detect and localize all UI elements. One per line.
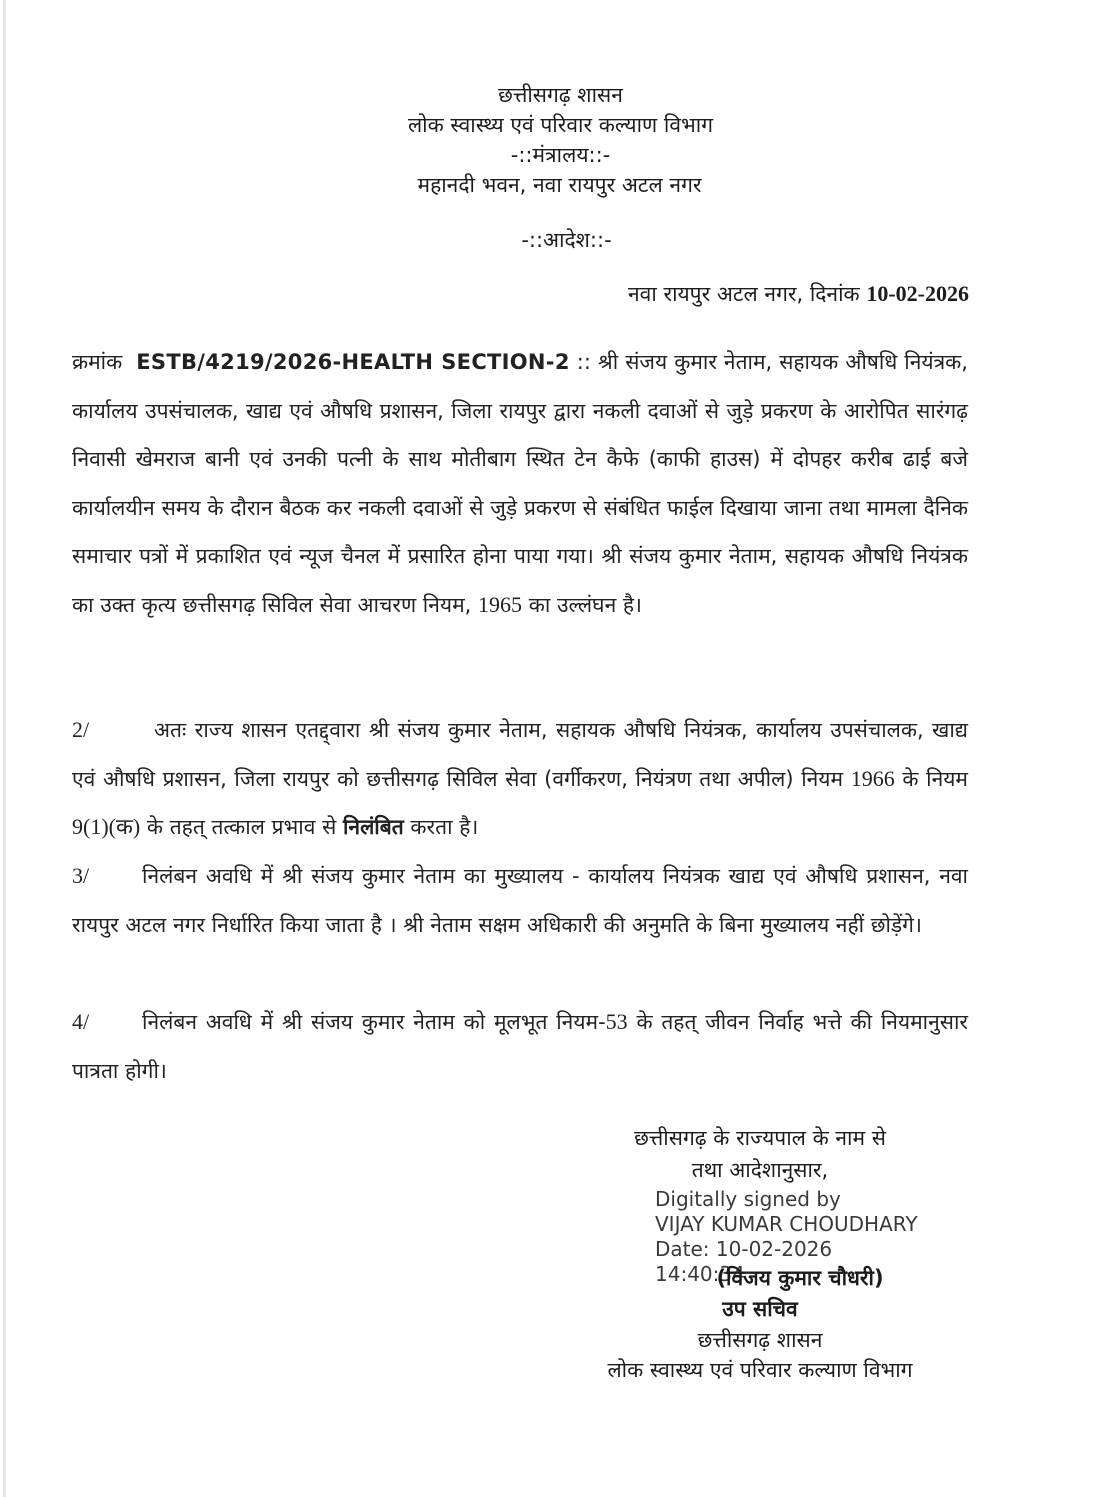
digital-signature-label: Digitally signed by (655, 1187, 841, 1211)
paragraph-3-number: 3/ (72, 863, 90, 888)
reference-prefix: क्रमांक (72, 350, 123, 374)
digital-signature-date: Date: 10-02-2026 (655, 1237, 833, 1261)
header-ministry: -::मंत्रालय::- (510, 143, 611, 167)
signer-department: लोक स्वास्थ्य एवं परिवार कल्याण विभाग (607, 1358, 913, 1382)
signer-name: (विजय कुमार चौधरी) (716, 1266, 884, 1290)
fundamental-rule-number: 53 (605, 1009, 628, 1034)
header-address: महानदी भवन, नवा रायपुर अटल नगर (417, 173, 702, 197)
conduct-rules-year: 1965 (478, 591, 523, 617)
suspension-emphasis: निलंबित (342, 815, 404, 839)
paragraph-4 (72, 998, 968, 1095)
digital-signature-time: 14:40:34 (655, 1262, 745, 1286)
paragraph-4-text-b: के तहत् जीवन निर्वाह भत्ते की नियमानुसार पात्रता होगी। (72, 1010, 968, 1083)
cca-rules-year: 1966 (850, 765, 895, 791)
dateline (628, 280, 969, 308)
paragraph-1 (72, 338, 968, 629)
paragraph-4-number: 4/ (72, 1009, 90, 1034)
signer-designation: उप सचिव (722, 1297, 798, 1321)
reference-number: ESTB/4219/2026-HEALTH SECTION-2 (136, 350, 570, 374)
paragraph-3 (72, 852, 968, 949)
paragraph-2-text-d: करता है। (410, 815, 479, 839)
paragraph-2 (72, 706, 968, 852)
dateline-place: नवा रायपुर अटल नगर, दिनांक (628, 282, 860, 306)
paragraph-2-text-b: के नियम (902, 766, 968, 791)
header-department: लोक स्वास्थ्य एवं परिवार कल्याण विभाग (407, 113, 714, 137)
paragraph-2-text-a: अतः राज्य शासन एतद्द्वारा श्री संजय कुमार नेताम, सहायक औषधि नियंत्रक, कार्यालय उपसंचालक, खाद्य एवं औषधि प्रशासन, जिला रायपुर को छत्तीसगढ़ सिविल सेवा (वर्गीकरण, नियंत्रण तथा अपील) नियम (72, 718, 968, 791)
rule-number: 9(1)(क) (72, 814, 141, 839)
page-edge-rule (3, 0, 6, 1497)
paragraph-1-text: :: श्री संजय कुमार नेताम, सहायक औषधि नियंत्रक, कार्यालय उपसंचालक, खाद्य एवं औषधि प्रशासन, जिला रायपुर द्वारा नकली दवाओं से जुड़े प्रकरण के आरोपित सारंगढ़ निवासी खेमराज बानी एवं उनकी पत्नी के साथ मोतीबाग स्थित टेन कैफे (काफी हाउस) में दोपहर करीब ढाई बजे कार्यालयीन समय के दौरान बैठक कर नकली दवाओं से जुड़े प्रकरण से संबंधित फाईल दिखाया जाना तथा मामला दैनिक समाचार पत्रों में प्रकाशित एवं न्यूज चैनल में प्रसारित होना पाया गया। श्री संजय कुमार नेताम, सहायक औषधि नियंत्रक का उक्त कृत्य छत्तीसगढ़ सिविल सेवा आचरण नियम, (72, 350, 968, 617)
digital-signature-name: VIJAY KUMAR CHOUDHARY (655, 1212, 918, 1236)
paragraph-2-text-c: के तहत् तत्काल प्रभाव से (146, 815, 337, 839)
paragraph-1-suffix: का उल्लंघन है। (528, 592, 643, 617)
paragraph-3-text: निलंबन अवधि में श्री संजय कुमार नेताम का मुख्यालय - कार्यालय नियंत्रक खाद्य एवं औषधि प्रशासन, नवा रायपुर अटल नगर निर्धारित किया जाता है । श्री नेताम सक्षम अधिकारी की अनुमति के बिना मुख्यालय नहीं छोड़ेंगे। (72, 864, 968, 937)
signature-authority-line-2: तथा आदेशानुसार, (691, 1158, 829, 1182)
paragraph-2-number: 2/ (72, 717, 90, 742)
order-title: -::आदेश::- (521, 228, 612, 252)
signature-authority-line-1: छत्तीसगढ़ के राज्यपाल के नाम से (634, 1126, 886, 1150)
paragraph-4-text-a: निलंबन अवधि में श्री संजय कुमार नेताम को मूलभूत नियम- (142, 1010, 606, 1034)
signer-government: छत्तीसगढ़ शासन (697, 1328, 823, 1352)
header-government: छत्तीसगढ़ शासन (498, 83, 623, 107)
dateline-date: 10-02-2026 (866, 281, 969, 306)
document-header (0, 80, 1109, 200)
